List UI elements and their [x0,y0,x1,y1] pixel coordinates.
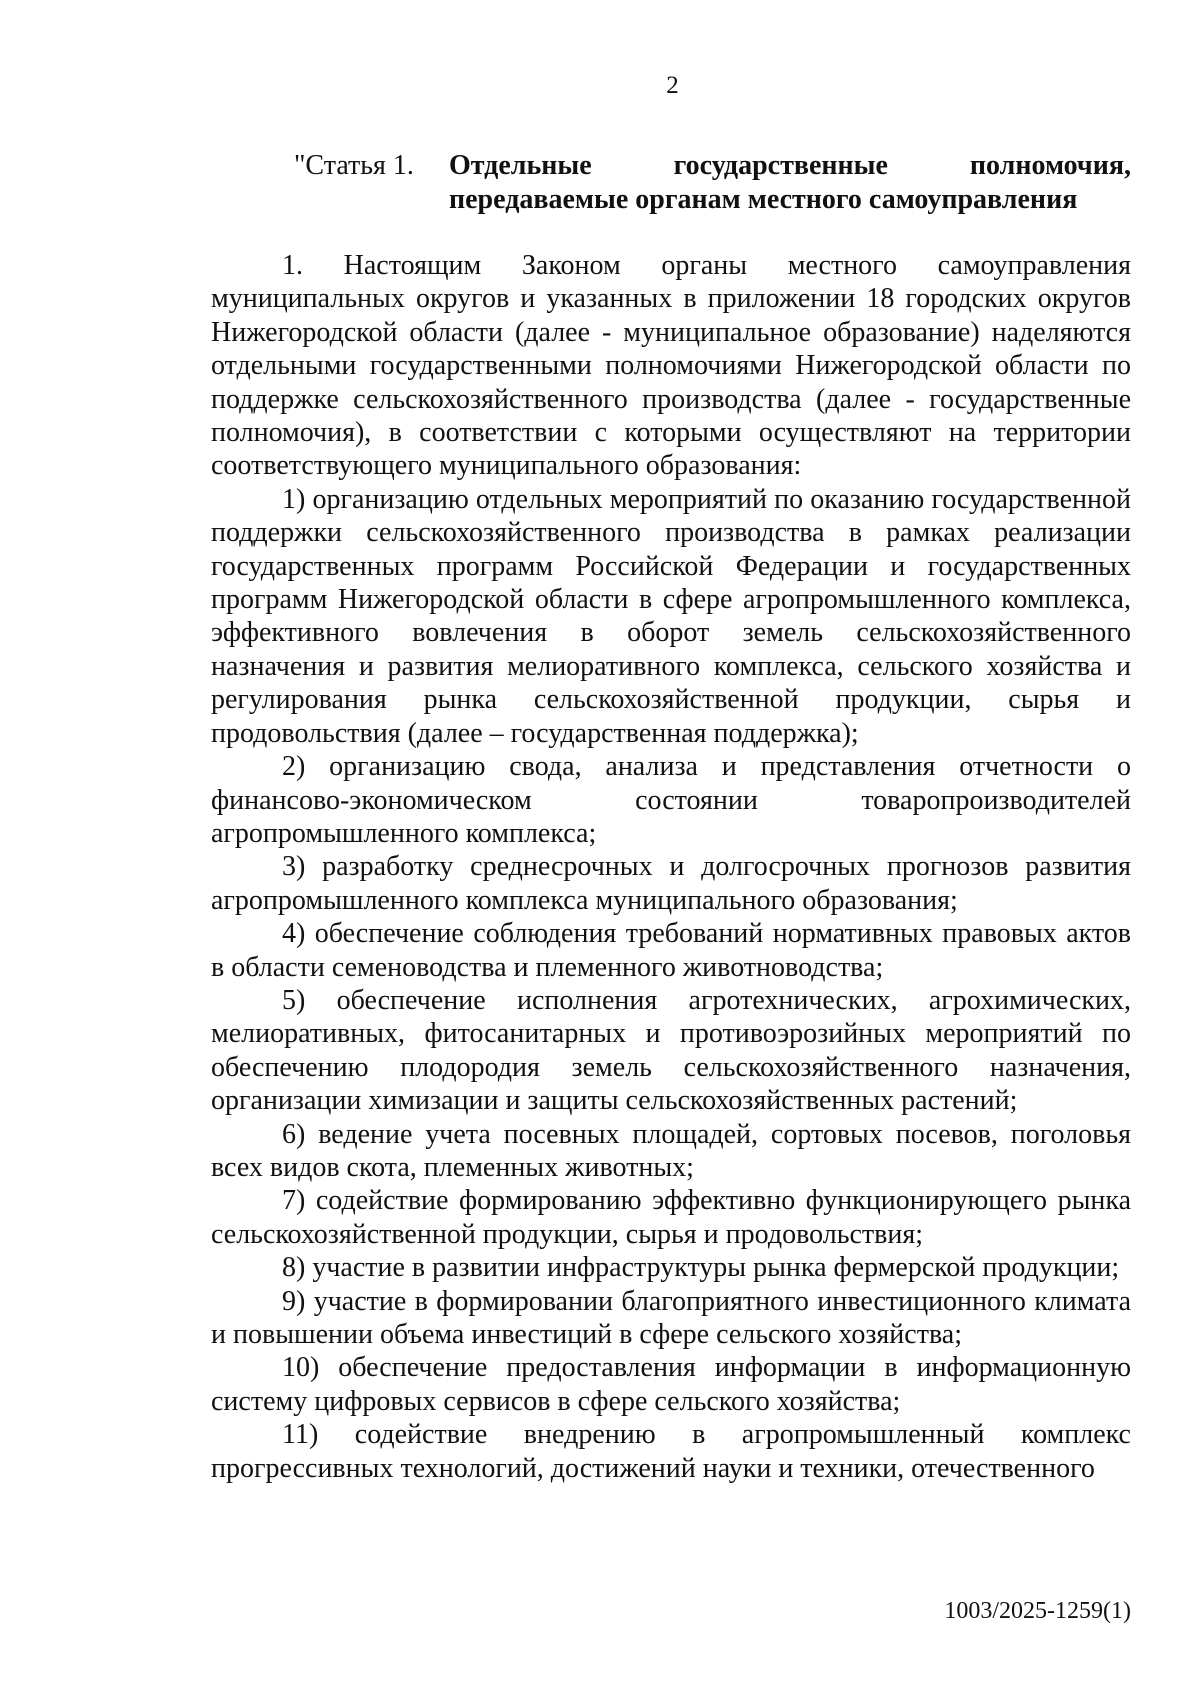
article-heading [294,149,1131,217]
article-body [211,249,1131,1485]
list-item-1: 1) организацию отдельных мероприятий по оказанию государственной поддержки сельскохозяйственного производства в рамках реализации государственных программ Российской Федерации и государственных программ Нижегородской области в сфере агропромышленного комплекса, эффективного вовлечения в оборот земель сельскохозяйственного назначения и развития мелиоративного комплекса, сельского хозяйства и регулирования рынка сельскохозяйственной продукции, сырья и продовольствия (далее – государственная поддержка); [211,483,1131,749]
document-code: 1003/2025-1259(1) [944,1598,1131,1624]
list-item-9: 9) участие в формировании благоприятного инвестиционного климата и повышении объема инвестиций в сфере сельского хозяйства; [211,1285,1131,1350]
list-item-3: 3) разработку среднесрочных и долгосрочных прогнозов развития агропромышленного комплекса муниципального образования; [211,851,1131,916]
article-title-line-2: передаваемые органам местного самоуправления [449,184,1078,215]
paragraph-1: 1. Настоящим Законом органы местного самоуправления муниципальных округов и указанных в приложении 18 городских округов Нижегородской области (далее - муниципальное образование) наделяются отдельными государственными полномочиями Нижегородской области по поддержке сельскохозяйственного производства (далее - государственные полномочия), в соответствии с которыми осуществляют на территории соответствующего муниципального образования: [211,250,1131,482]
list-item-2: 2) организацию свода, анализа и представления отчетности о финансово-экономическом состоянии товаропроизводителей агропромышленного комплекса; [211,751,1131,849]
list-item-4: 4) обеспечение соблюдения требований нормативных правовых актов в области семеноводства и племенного животноводства; [211,918,1131,983]
list-item-10: 10) обеспечение предоставления информации в информационную систему цифровых сервисов в сфере сельского хозяйства; [211,1352,1131,1417]
page-number: 2 [666,72,679,99]
article-label: "Статья 1. [294,150,414,181]
article-title-line-1: Отдельные государственные полномочия, [449,150,1131,181]
list-item-6: 6) ведение учета посевных площадей, сортовых посевов, поголовья всех видов скота, племенных животных; [211,1118,1131,1183]
list-item-5: 5) обеспечение исполнения агротехнических, агрохимических, мелиоративных, фитосанитарных и противоэрозийных мероприятий по обеспечению плодородия земель сельскохозяйственного назначения, организации химизации и защиты сельскохозяйственных растений; [211,984,1131,1117]
article-title [449,149,1131,217]
list-item-7: 7) содействие формированию эффективно функционирующего рынка сельскохозяйственной продукции, сырья и продовольствия; [211,1185,1131,1250]
list-item-11: 11) содействие внедрению в агропромышленный комплекс прогрессивных технологий, достижений науки и техники, отечественного [211,1419,1131,1484]
list-item-8: 8) участие в развитии инфраструктуры рынка фермерской продукции; [282,1252,1120,1284]
